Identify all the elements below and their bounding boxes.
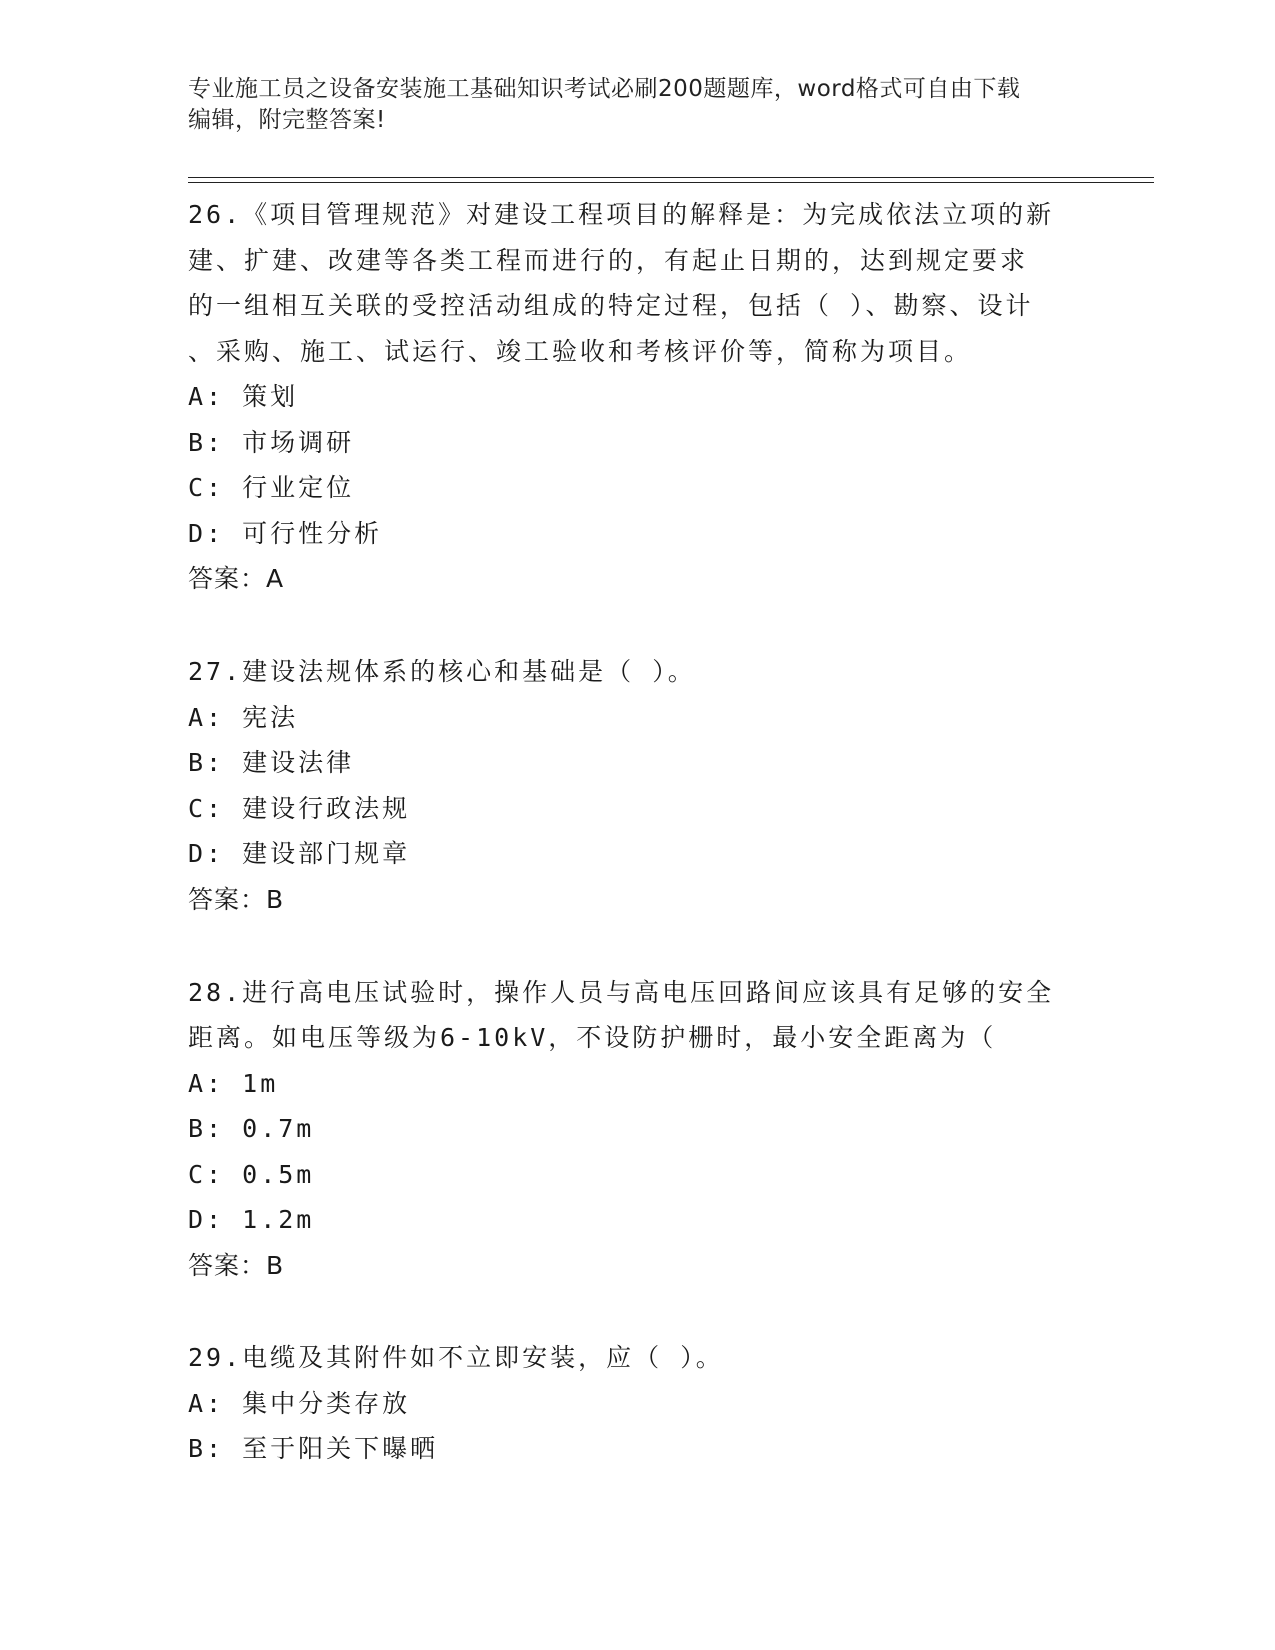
header-line-1: 专业施工员之设备安装施工基础知识考试必刷200题题库，word格式可自由下载 bbox=[188, 76, 1021, 102]
stem-line: 26.《项目管理规范》对建设工程项目的解释是：为完成依法立项的新 bbox=[188, 200, 1055, 229]
option-b: B: 建设法律 bbox=[188, 748, 355, 777]
answer-line: 答案：B bbox=[188, 884, 285, 914]
header-divider-top bbox=[188, 177, 1154, 178]
spacer bbox=[188, 602, 1088, 648]
option-c: C: 行业定位 bbox=[188, 473, 355, 502]
stem-line: 距离。如电压等级为6-10kV，不设防护栅时，最小安全距离为（ bbox=[188, 1023, 997, 1052]
stem-line: 29.电缆及其附件如不立即安装，应（ ）。 bbox=[188, 1343, 724, 1372]
question-29 bbox=[188, 1333, 1088, 1472]
option-a: A: 集中分类存放 bbox=[188, 1388, 411, 1418]
header-line-2: 编辑，附完整答案! bbox=[188, 107, 386, 133]
option-b: B: 市场调研 bbox=[188, 427, 355, 457]
option-a: A: 策划 bbox=[188, 382, 299, 411]
option-a: A: 1m bbox=[188, 1068, 279, 1098]
stem-line: 建、扩建、改建等各类工程而进行的，有起止日期的，达到规定要求 bbox=[188, 245, 1029, 275]
spacer bbox=[188, 922, 1088, 968]
stem-line: 、采购、施工、试运行、竣工验收和考核评价等，简称为项目。 bbox=[188, 336, 973, 366]
option-d: D: 建设部门规章 bbox=[188, 839, 411, 868]
question-stem bbox=[188, 647, 1088, 695]
answer-line: 答案：B bbox=[188, 1250, 285, 1280]
document-header bbox=[188, 74, 1068, 136]
header-divider-bottom bbox=[188, 182, 1154, 183]
question-28 bbox=[188, 968, 1088, 1289]
stem-line: 28.进行高电压试验时，操作人员与高电压回路间应该具有足够的安全 bbox=[188, 977, 1055, 1007]
option-c: C: 0.5m bbox=[188, 1159, 315, 1189]
option-d: D: 可行性分析 bbox=[188, 518, 383, 548]
question-stem bbox=[188, 190, 1088, 374]
option-d: D: 1.2m bbox=[188, 1205, 315, 1234]
question-stem bbox=[188, 968, 1088, 1061]
question-stem bbox=[188, 1333, 1088, 1381]
option-c: C: 建设行政法规 bbox=[188, 793, 411, 823]
option-b: B: 0.7m bbox=[188, 1114, 315, 1143]
question-27 bbox=[188, 647, 1088, 922]
stem-line: 的一组相互关联的受控活动组成的特定过程，包括（ ）、勘察、设计 bbox=[188, 291, 1034, 320]
spacer bbox=[188, 1288, 1088, 1333]
option-a: A: 宪法 bbox=[188, 702, 299, 732]
answer-line: 答案：A bbox=[188, 564, 285, 593]
stem-line: 27.建设法规体系的核心和基础是（ ）。 bbox=[188, 657, 696, 686]
question-list bbox=[188, 190, 1088, 1472]
question-26 bbox=[188, 190, 1088, 602]
option-b: B: 至于阳关下曝晒 bbox=[188, 1434, 439, 1463]
